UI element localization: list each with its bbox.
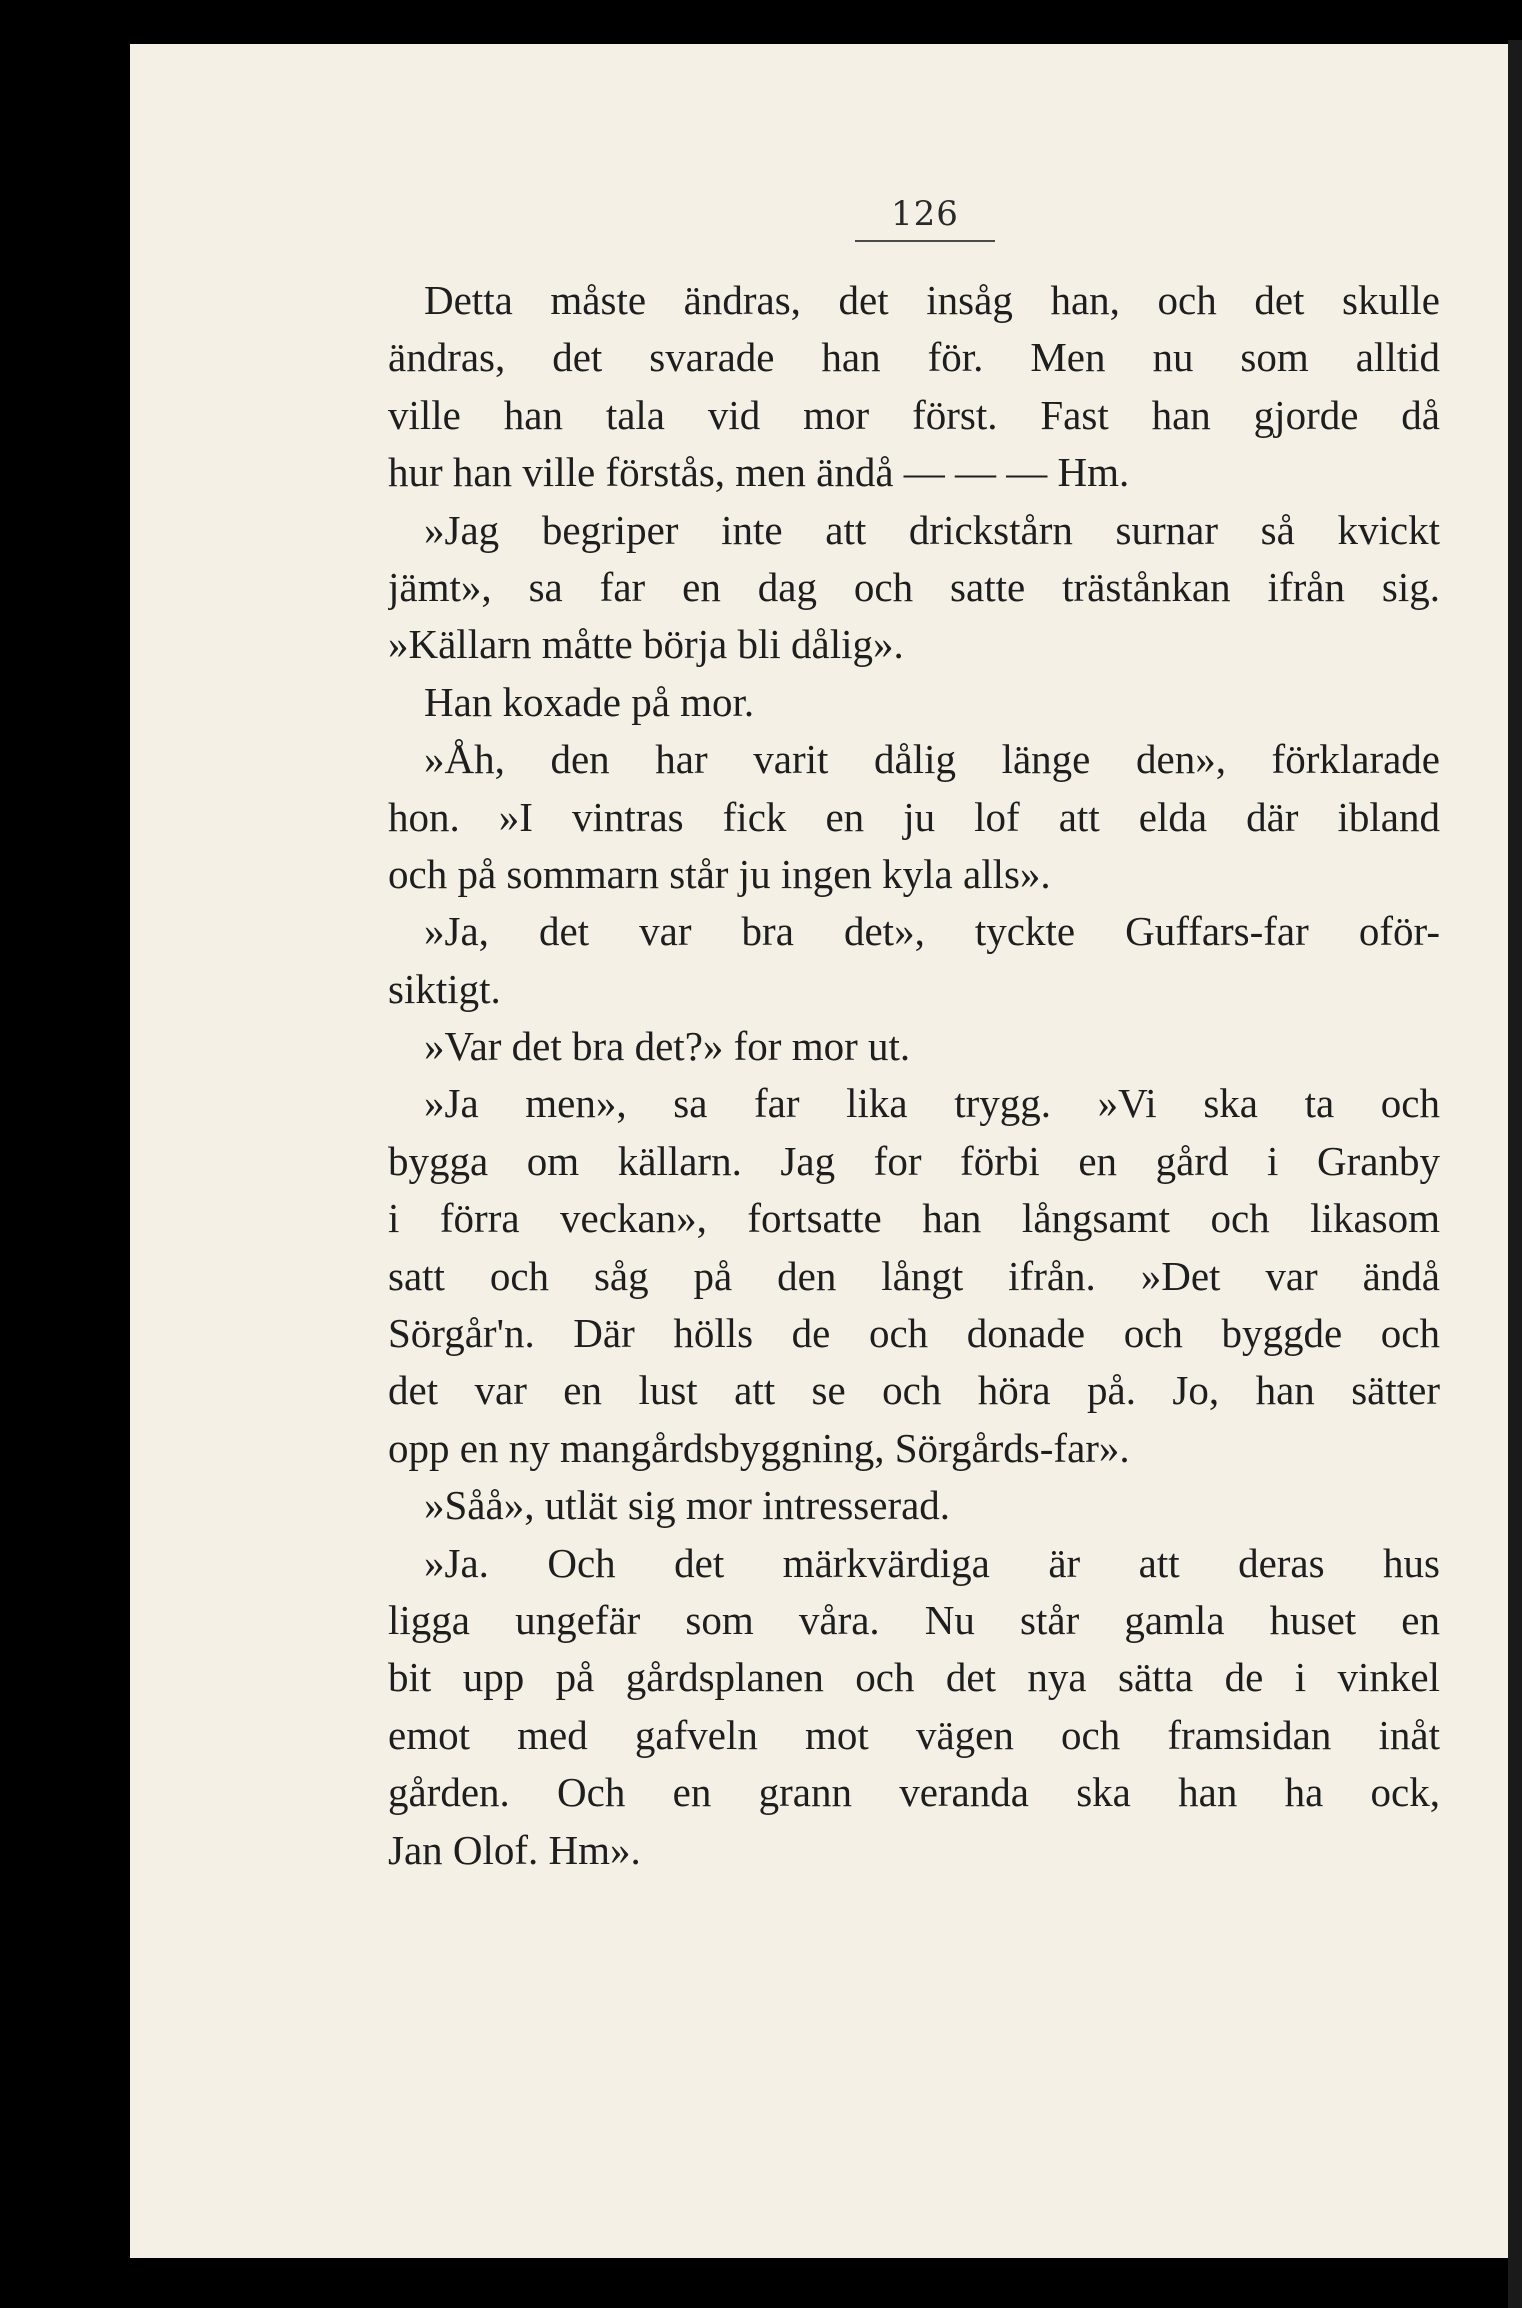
page-number: 126 <box>891 194 959 234</box>
text-line: »Ja men», sa far lika trygg. »Vi ska ta och <box>424 1080 1440 1127</box>
text-line: hon. »I vintras fick en ju lof att elda där ibland <box>388 793 1440 840</box>
text-line: Sörgår'n. Där hölls de och donade och byggde och <box>388 1310 1440 1357</box>
text-line: »Källarn måtte börja bli dålig». <box>388 621 904 668</box>
text-line: »Såå», utlät sig mor intresserad. <box>424 1482 951 1529</box>
text-line: hur han ville förstås, men ändå — — — Hm. <box>388 449 1130 496</box>
page-number-rule <box>855 240 995 242</box>
text-line: emot med gafveln mot vägen och framsidan inåt <box>388 1711 1440 1758</box>
body-text <box>388 272 1440 1879</box>
text-line: i förra veckan», fortsatte han långsamt och likasom <box>388 1195 1440 1242</box>
text-line: bit upp på gårdsplanen och det nya sätta de i vinkel <box>388 1654 1440 1701</box>
page-edge <box>1508 40 1522 2308</box>
text-line: opp en ny mangårdsbyggning, Sörgårds-far». <box>388 1424 1130 1471</box>
text-line: »Var det bra det?» for mor ut. <box>424 1023 911 1070</box>
text-line: ville han tala vid mor först. Fast han gjorde då <box>388 391 1440 438</box>
text-line: gården. Och en grann veranda ska han ha ock, <box>388 1769 1440 1816</box>
text-line: »Åh, den har varit dålig länge den», förklarade <box>424 736 1440 783</box>
text-line: satt och såg på den långt ifrån. »Det var ändå <box>388 1252 1440 1299</box>
text-line: Jan Olof. Hm». <box>388 1826 641 1873</box>
text-line: siktigt. <box>388 965 501 1012</box>
text-line: Detta måste ändras, det insåg han, och det skulle <box>424 277 1440 323</box>
text-line: bygga om källarn. Jag for förbi en gård i Granby <box>388 1137 1440 1184</box>
text-line: jämt», sa far en dag och satte trästånkan ifrån sig. <box>388 563 1440 610</box>
text-line: »Ja, det var bra det», tyckte Guffars-far oför- <box>424 908 1440 955</box>
text-line: ligga ungefär som våra. Nu står gamla huset en <box>388 1596 1440 1643</box>
text-line: »Ja. Och det märkvärdiga är att deras hus <box>424 1539 1440 1586</box>
text-line: »Jag begriper inte att drickstårn surnar så kvickt <box>424 506 1440 553</box>
text-line: ändras, det svarade han för. Men nu som alltid <box>388 334 1440 381</box>
text-line: Han koxade på mor. <box>424 678 755 725</box>
text-line: det var en lust att se och höra på. Jo, han sätter <box>388 1367 1440 1414</box>
text-line: och på sommarn står ju ingen kyla alls». <box>388 850 1051 897</box>
